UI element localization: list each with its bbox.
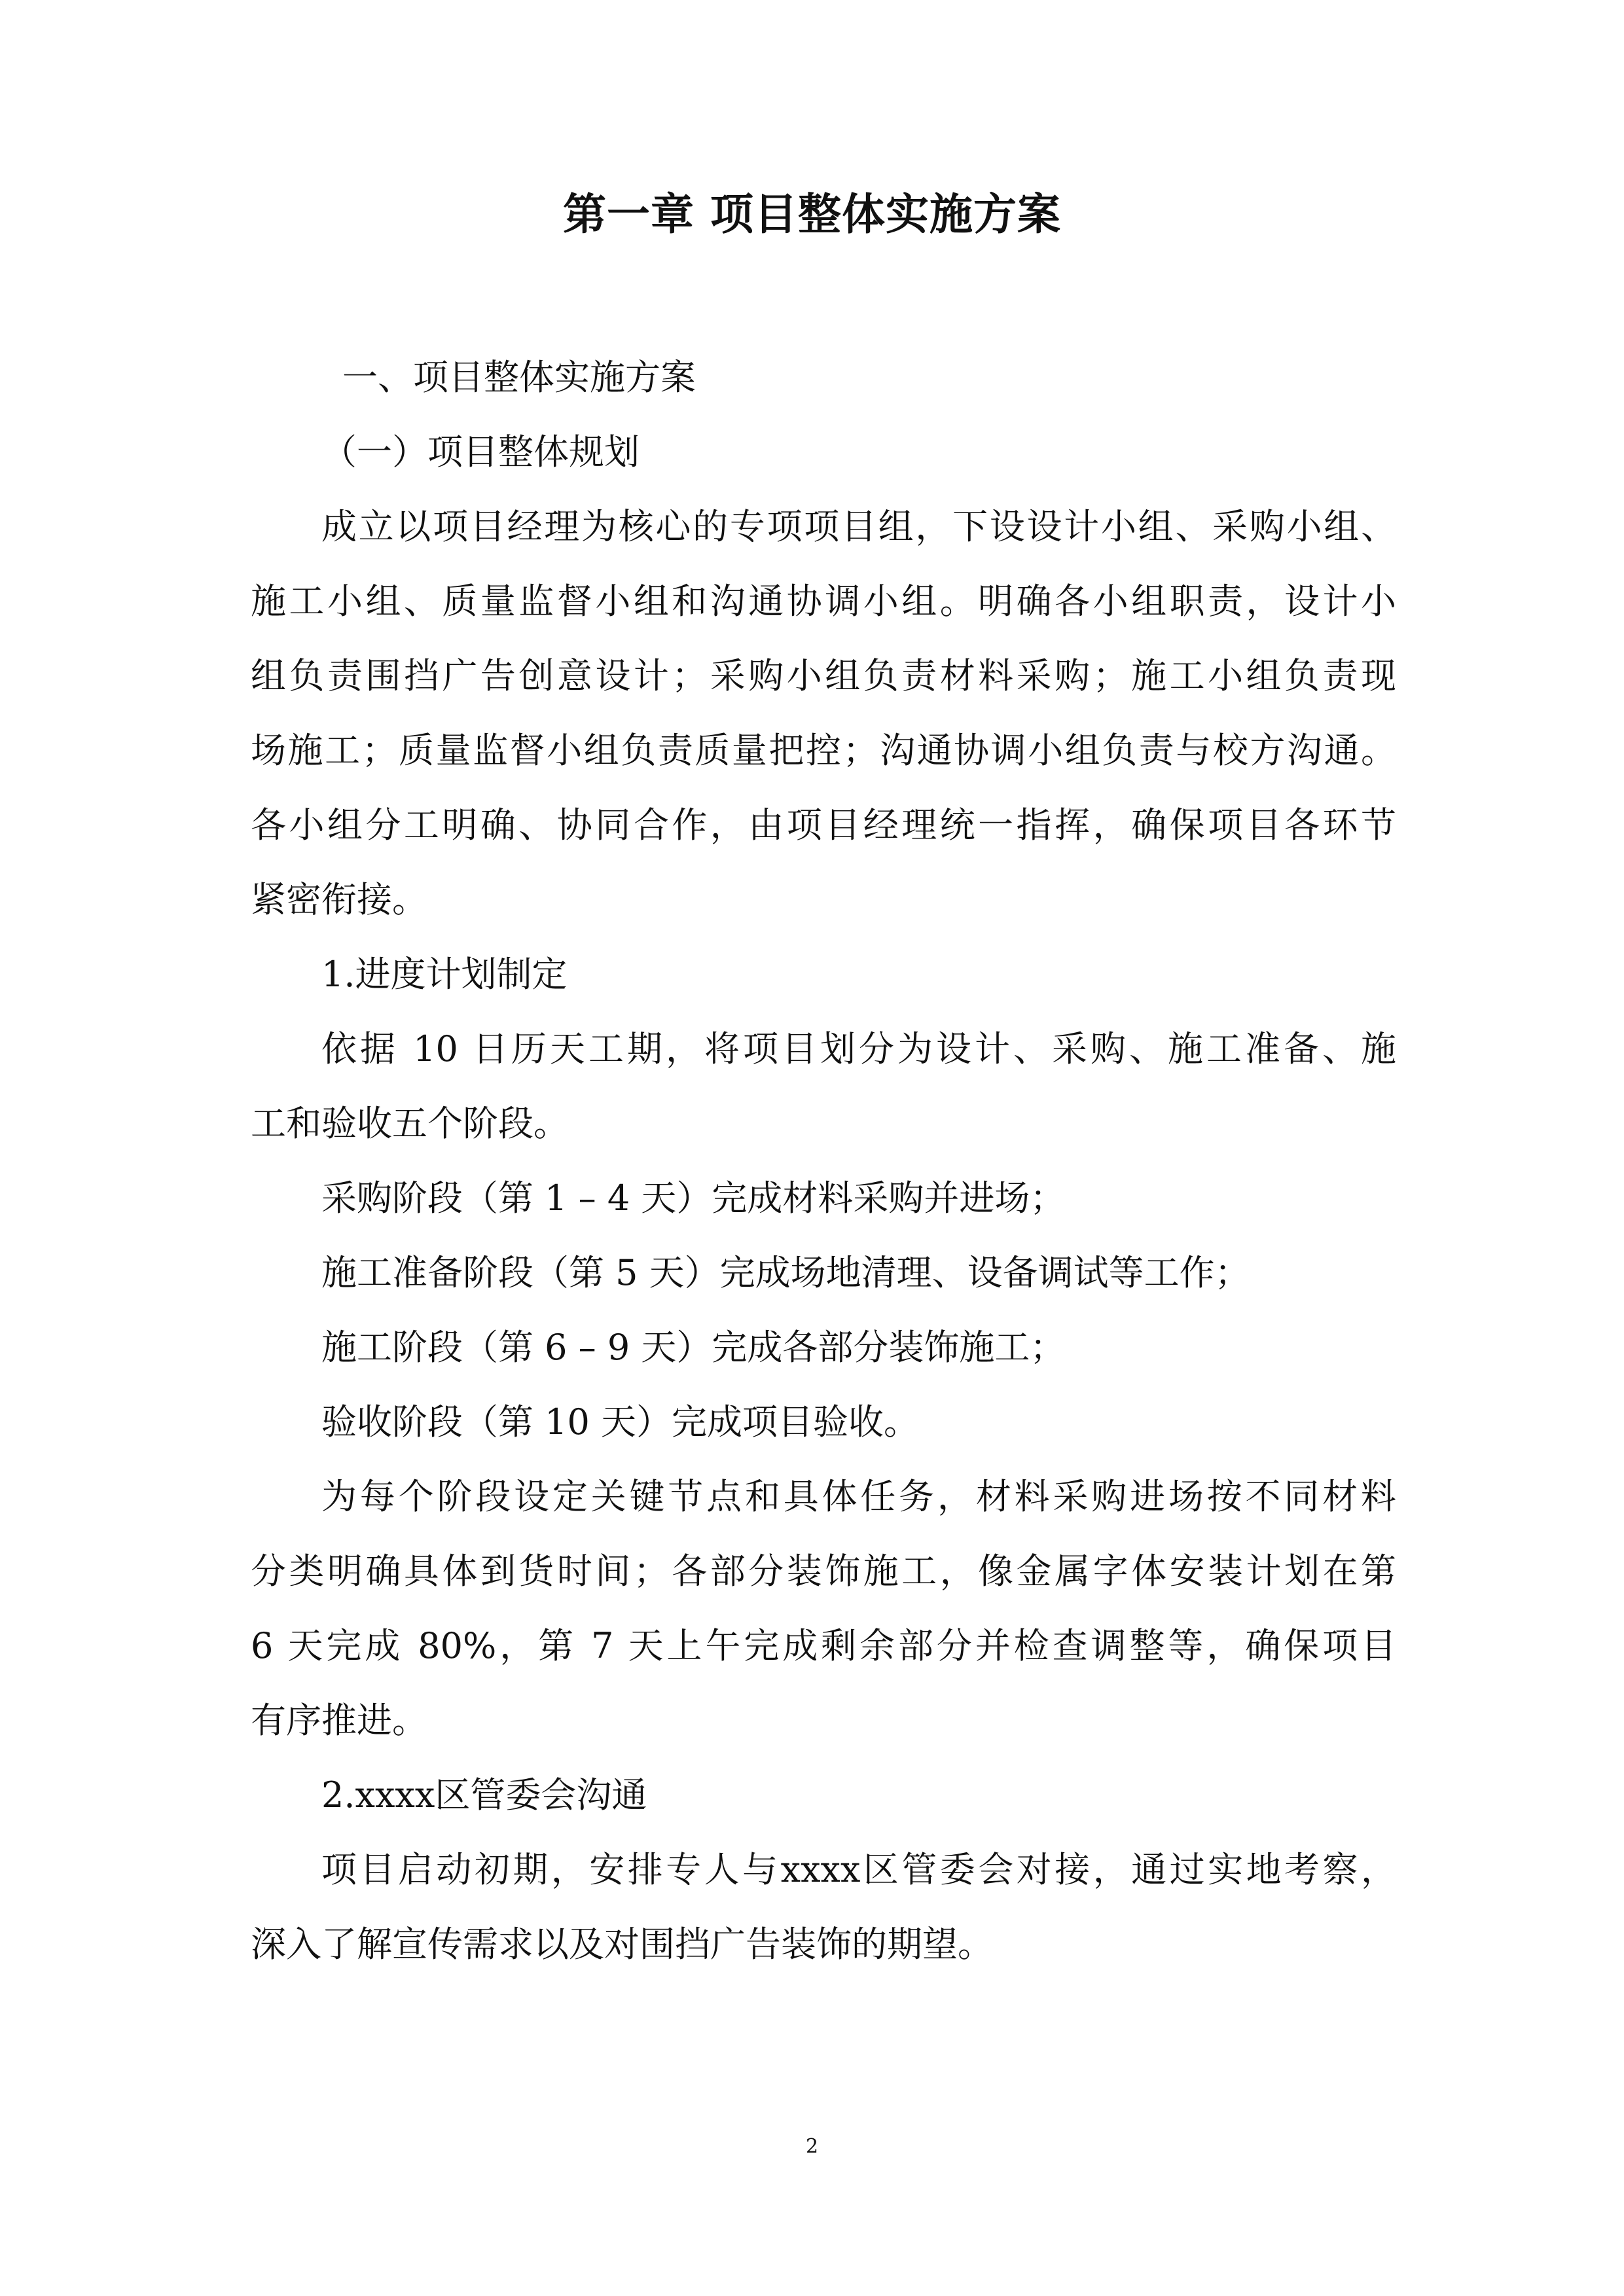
numbered-heading: 2.xxxx区管委会沟通 [321,1774,647,1816]
paragraph-line: 工和验收五个阶段。 [251,1103,569,1144]
paragraph-line: 紧密衔接。 [251,879,427,920]
paragraph-line: 为每个阶段设定关键节点和具体任务，材料采购进场按不同材料 [321,1476,1396,1517]
page-number: 2 [805,2135,819,2158]
phase-item: 采购阶段（第 1 – 4 天）完成材料采购并进场； [321,1177,1066,1219]
subsection-heading: （一）项目整体规划 [321,431,640,473]
paragraph-line: 成立以项目经理为核心的专项项目组，下设设计小组、采购小组、 [321,506,1396,547]
paragraph-line: 各小组分工明确、协同合作，由项目经理统一指挥，确保项目各环节 [251,804,1396,846]
paragraph-line: 项目启动初期，安排专人与xxxx区管委会对接，通过实地考察， [321,1849,1396,1890]
paragraph-line: 施工小组、质量监督小组和沟通协调小组。明确各小组职责，设计小 [251,581,1396,622]
chapter-title: 第一章 项目整体实施方案 [563,188,1061,240]
paragraph-line: 分类明确具体到货时间；各部分装饰施工，像金属字体安装计划在第 [251,1551,1396,1592]
phase-item: 验收阶段（第 10 天）完成项目验收。 [321,1401,920,1443]
phase-item: 施工准备阶段（第 5 天）完成场地清理、设备调试等工作； [321,1252,1250,1293]
paragraph-line: 深入了解宣传需求以及对围挡广告装饰的期望。 [251,1924,993,1965]
paragraph-line: 场施工；质量监督小组负责质量把控；沟通协调小组负责与校方沟通。 [251,730,1396,771]
paragraph-line: 组负责围挡广告创意设计；采购小组负责材料采购；施工小组负责现 [251,655,1396,696]
document-body [251,340,1396,1982]
numbered-heading: 1.进度计划制定 [321,954,568,995]
phase-item: 施工阶段（第 6 – 9 天）完成各部分装饰施工； [321,1327,1066,1368]
section-heading: 一、项目整体实施方案 [342,357,696,398]
paragraph-line: 依据 10 日历天工期，将项目划分为设计、采购、施工准备、施 [321,1028,1396,1069]
paragraph-line: 有序推进。 [251,1700,427,1741]
paragraph-line: 6 天完成 80%，第 7 天上午完成剩余部分并检查调整等，确保项目 [251,1625,1396,1666]
